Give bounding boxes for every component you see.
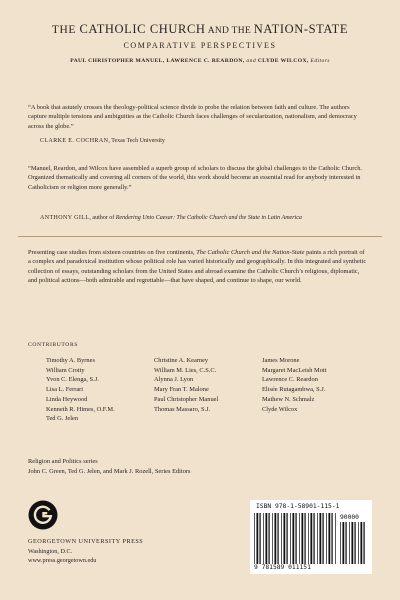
contributor-name: William M. Lies, C.S.C. <box>154 366 217 374</box>
contributors-column-1 <box>46 356 115 424</box>
barcode-bar <box>354 522 355 564</box>
blurb-quote-2: “Manuel, Reardon, and Wilcox have assembled a superb group of scholars to discuss the global challenges to the Catholic Church. Organized thematically and covering all corners of the world, this work should become an essential read for anybody interested in Catholicism or religion more generally.” <box>28 165 362 191</box>
title-the: THE <box>51 24 80 36</box>
barcode-ean-digits: 9 781589 011151 <box>254 564 311 571</box>
contributor-name: Linda Heywood <box>46 395 88 403</box>
barcode-price-bars <box>340 522 368 564</box>
contributor-name: Alynna J. Lyon <box>154 376 194 384</box>
editors-names: PAUL CHRISTOPHER MANUEL, LAWRENCE C. REARDON, <box>70 58 247 64</box>
barcode-bar <box>259 513 260 564</box>
barcode-bar <box>335 513 336 564</box>
blurb-attribution-2 <box>40 214 370 222</box>
barcode-bar <box>351 522 353 564</box>
series-editors: John C. Green, Ted G. Jelen, and Mark J. Rozell, Series Editors <box>28 467 191 475</box>
barcode-bar <box>299 513 300 564</box>
barcode-bar <box>349 522 350 564</box>
barcode-bar <box>290 513 291 564</box>
description-part-1: Presenting case studies from sixteen countries on five continents, <box>28 249 197 256</box>
barcode-bar <box>322 513 323 564</box>
barcode-bar <box>292 513 294 564</box>
book-subtitle: COMPARATIVE PERSPECTIVES <box>123 41 277 50</box>
contributor-name: Margaret MacLeish Mott <box>262 366 327 374</box>
barcode-ean-bars <box>254 513 338 564</box>
series-name: Religion and Politics series <box>28 458 98 465</box>
barcode-bar <box>360 522 362 564</box>
barcode-bar <box>277 513 278 564</box>
publisher-info <box>28 537 143 566</box>
book-description <box>28 248 368 285</box>
contributor-name: Christine A. Kearney <box>154 357 209 364</box>
publisher-name: GEORGETOWN UNIVERSITY PRESS <box>28 538 144 545</box>
blurb-attribution-1 <box>40 137 370 145</box>
barcode-bar <box>286 513 287 564</box>
editors-label: Editors <box>310 58 330 64</box>
barcode-bar <box>254 513 255 564</box>
title-nation-state: NATION-STATE <box>253 22 349 36</box>
title-catholic-church: CATHOLIC CHURCH <box>79 22 206 36</box>
georgetown-g-logo-icon <box>28 500 58 530</box>
contributor-name: Mathew N. Schmalz <box>262 395 315 403</box>
contributor-name: Yvon C. Elenga, S.J. <box>46 376 99 384</box>
barcode-bar <box>363 522 364 564</box>
blurb-affiliation-2: , author of <box>89 215 116 221</box>
barcode-bar <box>313 513 314 564</box>
divider-rule <box>18 236 382 237</box>
contributor-name: Kenneth R. Himes, O.F.M. <box>46 405 115 413</box>
barcode-bar <box>317 513 318 564</box>
description-part-2: paints a rich portrait of a complex and paradoxical institution whose political role has varied historically and geographically. In this integrated and synthetic collection of essays, outstanding scholars from the United States and abroad examine the Catholic Church’s religious, diplomatic, and political actions—both admirable and regrettable—that have shaped, and continue to shape, our world. <box>28 249 367 284</box>
barcode-bar <box>331 513 332 564</box>
contributor-name: William Crotty <box>46 366 85 374</box>
barcode-bar <box>283 513 285 564</box>
barcode-bar <box>295 513 296 564</box>
barcode-price-code: 90000 <box>340 514 359 521</box>
blurb-quote-1: “A book that astutely crosses the theology-political science divide to probe the relation between faith and culture. The authors capture multiple tensions and ambiguities as the Catholic Church faces challenges of secularization, nationalism, and democracy across the globe.” <box>28 104 357 130</box>
barcode-bar <box>345 522 346 564</box>
blurb-affiliation-1: , Texas Tech University <box>108 138 165 144</box>
contributors-heading: CONTRIBUTORS <box>28 342 78 348</box>
barcode-bar <box>308 513 309 564</box>
barcode-bar <box>265 513 267 564</box>
barcode-bar <box>281 513 282 564</box>
contributor-name: Elisée Rutagambwa, S.J. <box>262 386 326 394</box>
contributor-name: Lawrence C. Reardon <box>262 376 318 384</box>
publisher-website: www.press.georgetown.edu <box>28 557 97 564</box>
contributor-name: Mary Fran T. Malone <box>154 386 209 394</box>
blurb-author-1: CLARKE E. COCHRAN <box>40 138 109 144</box>
contributor-name: Timothy A. Byrnes <box>46 357 95 364</box>
contributor-name: Lisa L. Ferrari <box>46 386 84 394</box>
blurb-author-2: ANTHONY GILL <box>40 215 90 221</box>
barcode-bar <box>328 513 330 564</box>
contributors-column-2 <box>154 356 218 414</box>
contributors-column-3 <box>262 356 326 414</box>
contributor-name: Ted G. Jelen <box>46 415 79 423</box>
description-book-title: The Catholic Church and the Nation-State <box>196 249 305 256</box>
barcode-bar <box>272 513 273 564</box>
barcode-bar <box>304 513 305 564</box>
editors-line <box>0 58 400 64</box>
book-title <box>0 22 400 37</box>
contributor-name: Thomas Massaro, S.J. <box>154 405 211 413</box>
barcode-bar <box>268 513 269 564</box>
barcode-bar <box>326 513 327 564</box>
barcode-bar <box>274 513 276 564</box>
barcode-bar <box>256 513 258 564</box>
isbn-label: ISBN 978-1-58901-115-1 <box>256 503 340 510</box>
barcode-bar <box>358 522 359 564</box>
contributor-name: Clyde Wilcox <box>262 405 298 413</box>
blurb-book-title-2: Rendering Unto Caesar: The Catholic Church and the State in Latin America <box>115 215 302 221</box>
barcode-bar <box>310 513 312 564</box>
contributor-name: Paul Christopher Manuel <box>154 395 219 403</box>
barcode-bar <box>319 513 321 564</box>
publisher-city: Washington, D.C. <box>28 547 73 555</box>
editors-last: CLYDE WILCOX, <box>256 58 311 64</box>
barcode-bar <box>301 513 303 564</box>
contributor-name: James Morone <box>262 357 300 364</box>
barcode-bar <box>263 513 264 564</box>
isbn-barcode <box>250 500 372 574</box>
title-and-the: AND THE <box>205 26 254 36</box>
barcode-bar <box>342 522 344 564</box>
editors-and: and <box>246 58 257 64</box>
series-info <box>28 457 191 476</box>
barcode-bar <box>340 522 341 564</box>
